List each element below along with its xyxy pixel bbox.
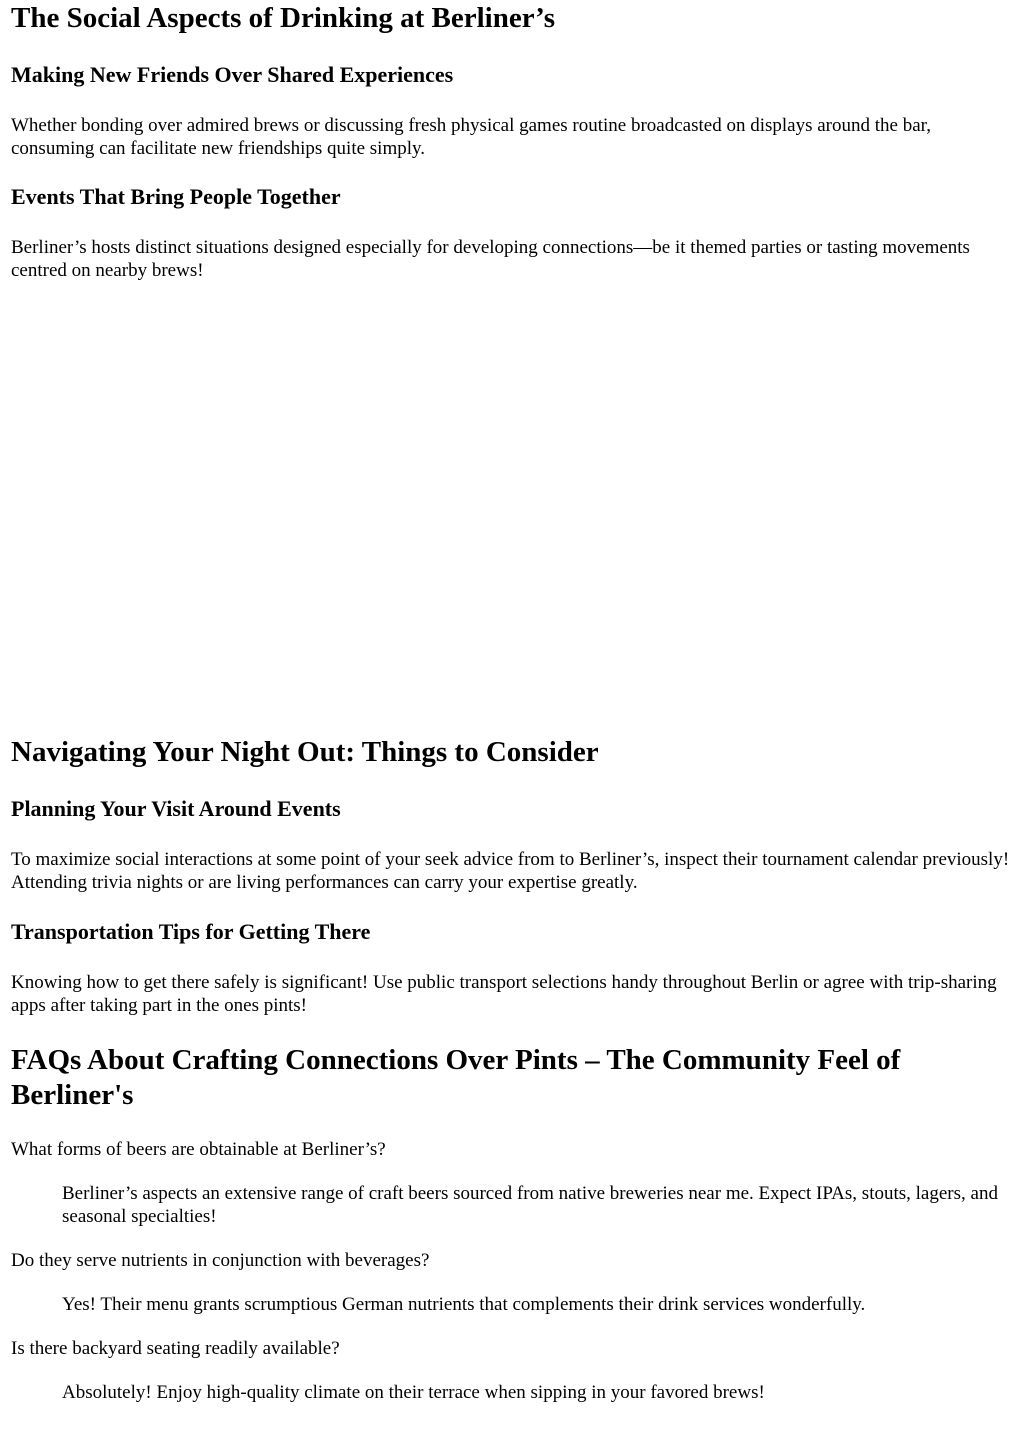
faq-question: What forms of beers are obtainable at Berliner’s?: [11, 1139, 386, 1160]
night-sub1-title: Planning Your Visit Around Events: [11, 796, 341, 821]
section-social-title: The Social Aspects of Drinking at Berliner’s: [11, 2, 555, 34]
night-sub2-title: Transportation Tips for Getting There: [11, 919, 371, 944]
section-faq-title: FAQs About Crafting Connections Over Pints – The Community Feel of Berliner's: [11, 1044, 901, 1111]
night-sub1-text: To maximize social interactions at some point of your seek advice from to Berliner’s, inspect their tournament calendar previously! Attending trivia nights or are living performances can carry your expertise greatly.: [11, 849, 1010, 893]
faq-answer: Absolutely! Enjoy high-quality climate on their terrace when sipping in your favored brews!: [62, 1382, 765, 1403]
faq-question: Is there backyard seating readily available?: [11, 1338, 340, 1359]
night-sub2-text: Knowing how to get there safely is significant! Use public transport selections handy throughout Berlin or agree with trip-sharing apps after taking part in the ones pints!: [11, 972, 997, 1016]
social-sub1-title: Making New Friends Over Shared Experiences: [11, 62, 454, 87]
faq-question: Do they serve nutrients in conjunction with beverages?: [11, 1250, 430, 1271]
empty-embed-area: [11, 300, 1012, 710]
faq-answer: Yes! Their menu grants scrumptious German nutrients that complements their drink services wonderfully.: [62, 1294, 866, 1315]
section-night-title: Navigating Your Night Out: Things to Consider: [11, 736, 599, 768]
social-sub2-text: Berliner’s hosts distinct situations designed especially for developing connections—be it themed parties or tasting movements centred on nearby brews!: [11, 237, 970, 281]
faq-answer: Berliner’s aspects an extensive range of craft beers sourced from native breweries near me. Expect IPAs, stouts, lagers, and seasonal specialties!: [62, 1183, 998, 1227]
social-sub1-text: Whether bonding over admired brews or discussing fresh physical games routine broadcasted on displays around the bar, consuming can facilitate new friendships quite simply.: [11, 115, 931, 159]
social-sub2-title: Events That Bring People Together: [11, 184, 341, 209]
